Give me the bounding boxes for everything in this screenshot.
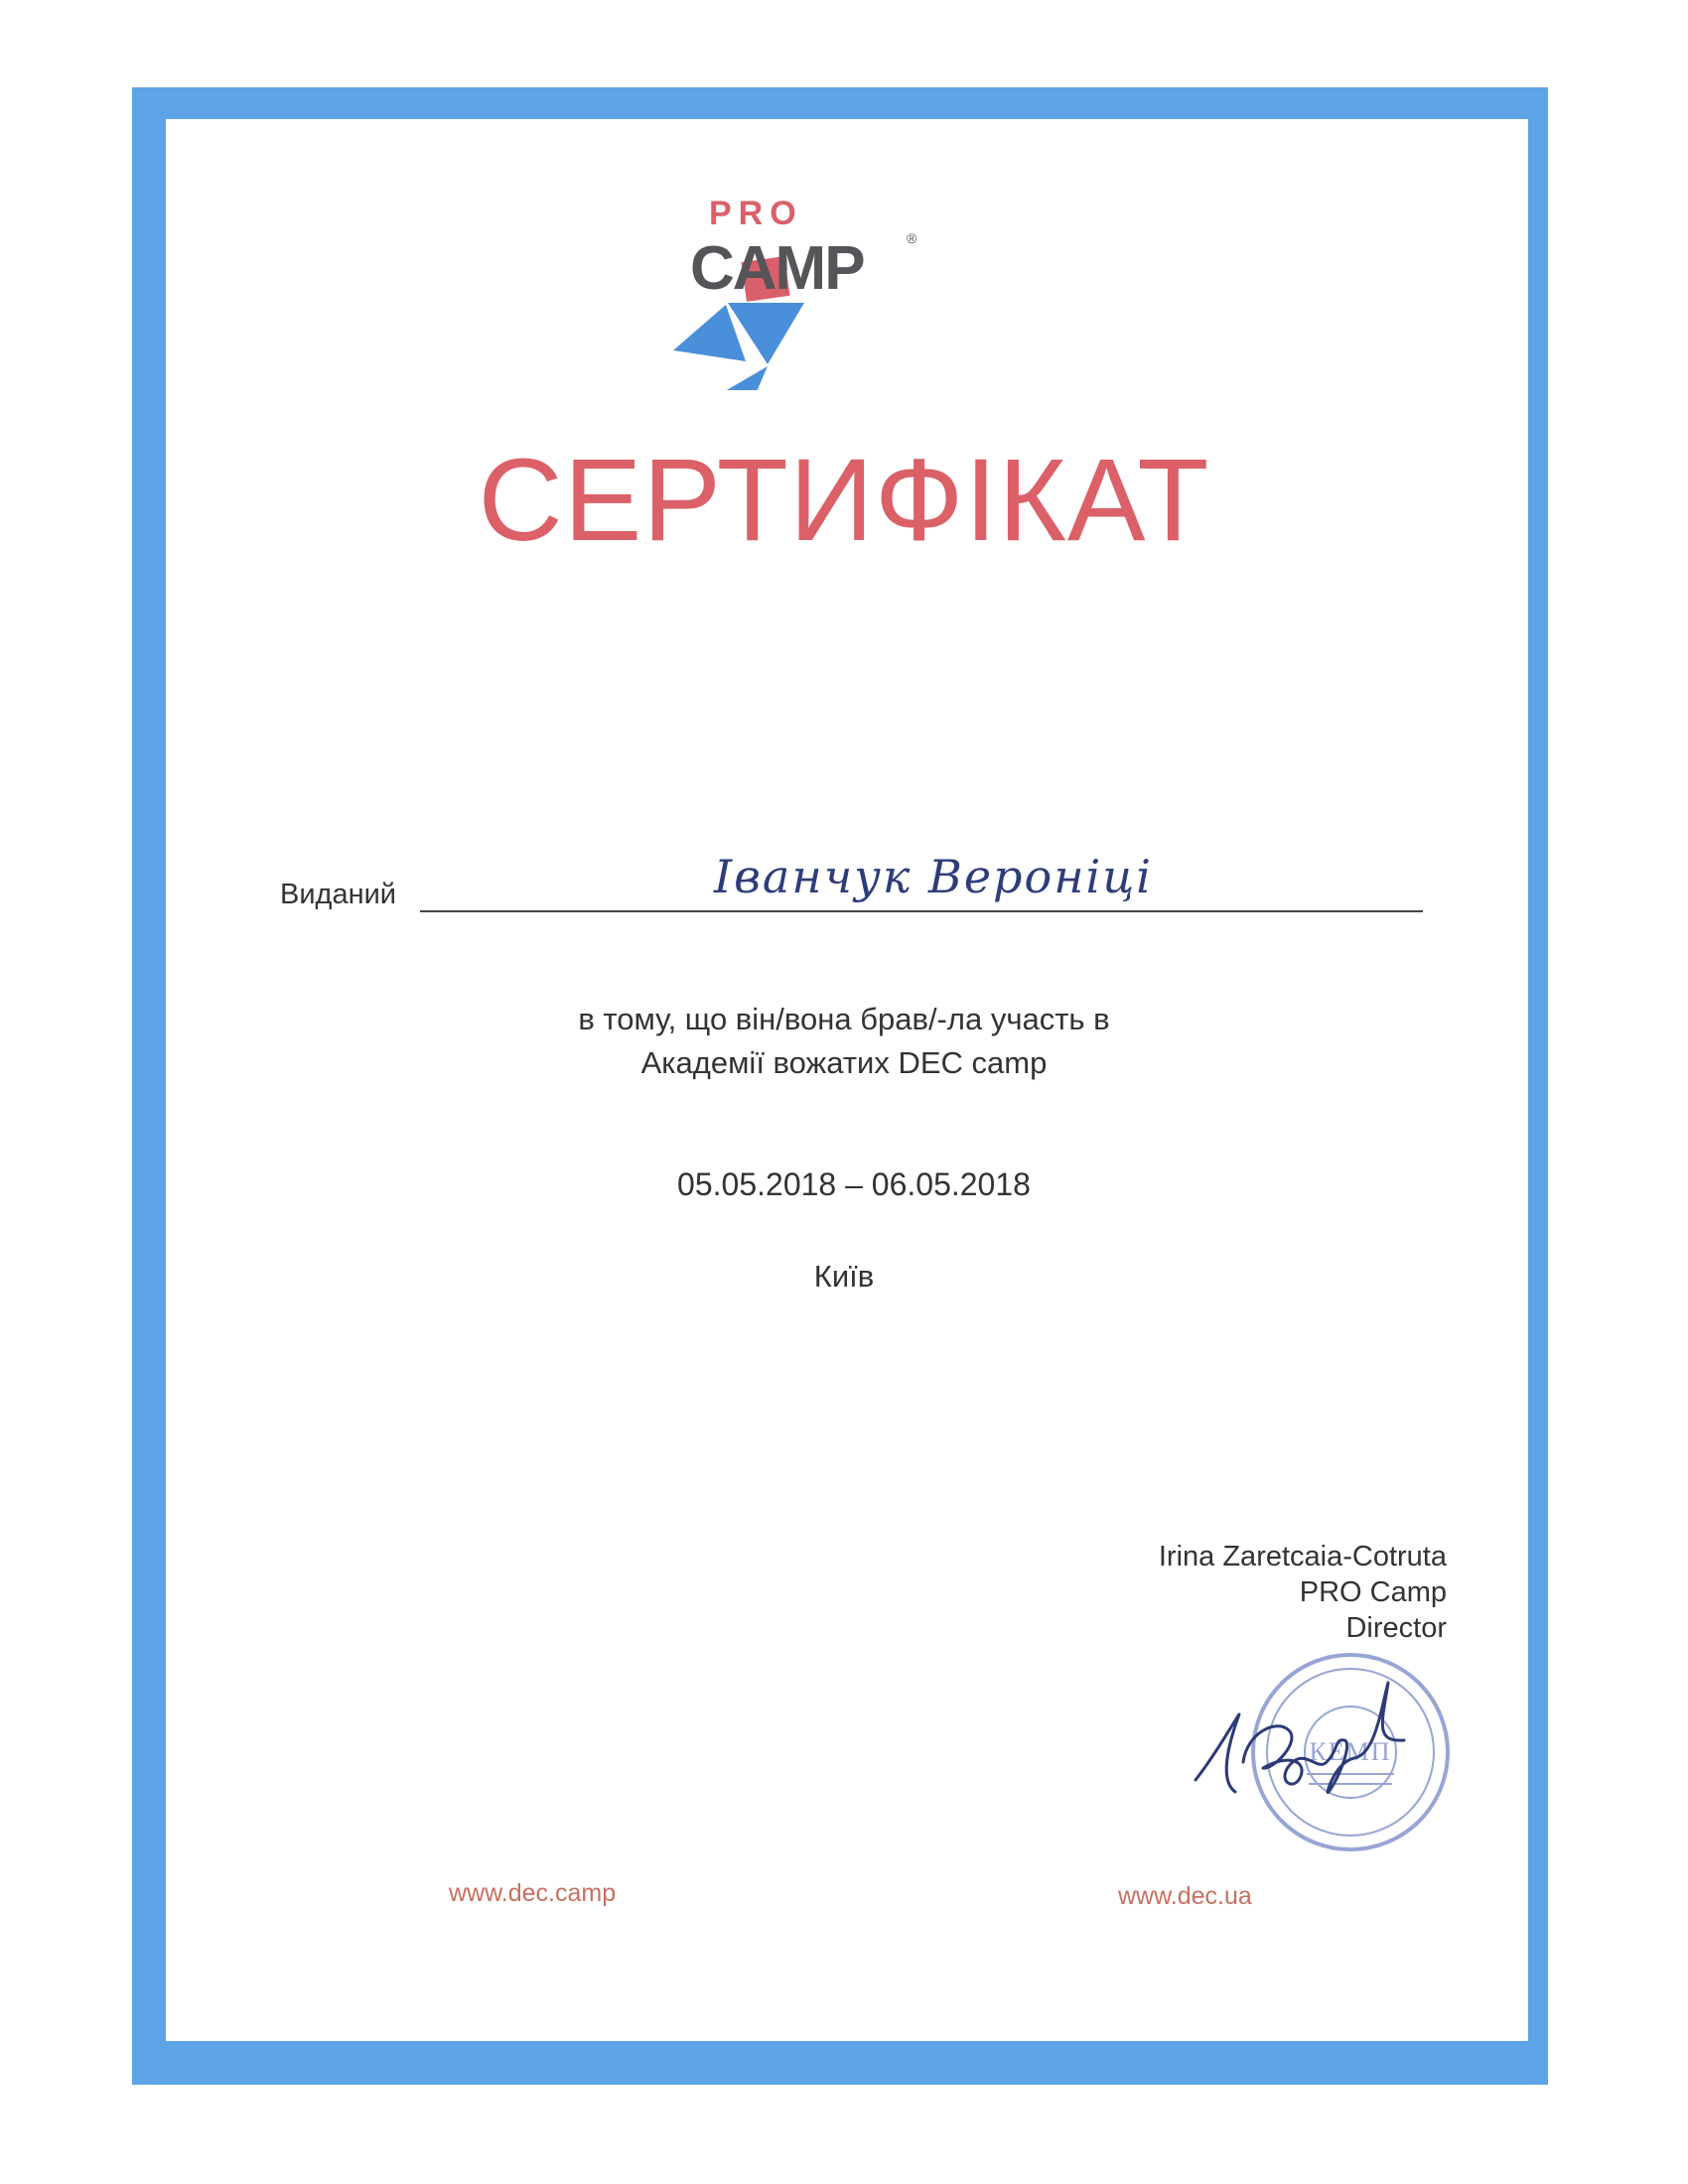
event-city: Київ [813, 1259, 875, 1294]
logo-body-triangle-2 [708, 366, 768, 390]
recipient-underline [420, 910, 1423, 912]
issued-label: Виданий [280, 879, 397, 910]
logo-camp-text: CAMP [690, 234, 864, 303]
seal-and-signature [1178, 1643, 1485, 1871]
statement-line-1: в тому, що він/вона брав/-ла участь в [578, 1002, 1110, 1036]
event-dates: 05.05.2018 – 06.05.2018 [677, 1166, 1031, 1202]
signer-organization: PRO Camp [1299, 1576, 1447, 1608]
handwritten-signature [1196, 1683, 1404, 1793]
logo-pro-text: PRO [709, 195, 803, 232]
recipient-name-handwritten: Іванчук Вероніці [713, 850, 1154, 903]
statement-line-2: Академії вожатих DEC camp [640, 1045, 1048, 1080]
signer-block [1159, 1539, 1447, 1646]
website-link-dec-ua[interactable]: www.dec.ua [1118, 1882, 1252, 1910]
signer-name: Irina Zaretcaia-Cotruta [1158, 1541, 1447, 1572]
certificate-title: СЕРТИФІКАТ [478, 435, 1210, 566]
seal-stamp [1253, 1655, 1448, 1849]
website-link-dec-camp[interactable]: www.dec.camp [449, 1879, 617, 1907]
logo-registered-mark: ® [907, 230, 917, 246]
signer-position: Director [1345, 1612, 1447, 1644]
seal-stamp-text: КЕМП [1309, 1737, 1392, 1766]
certificate-statement [496, 998, 1192, 1085]
